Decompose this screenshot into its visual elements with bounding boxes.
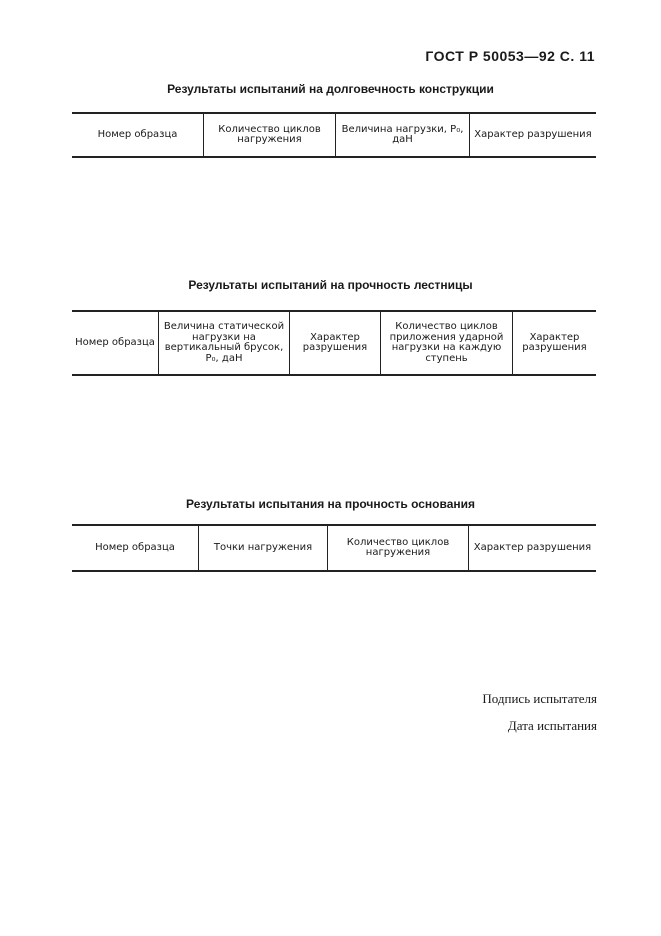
column-header	[72, 113, 204, 157]
table2-title: Результаты испытаний на прочность лестницы	[188, 278, 473, 292]
column-header	[290, 311, 381, 375]
column-header	[469, 525, 597, 571]
column-header-text: Характер разрушения	[473, 541, 592, 553]
column-header	[381, 311, 513, 375]
column-header-text: Величина нагрузки, P₀, даН	[341, 123, 464, 145]
column-header-text: Номер образца	[95, 541, 175, 553]
table-header-row	[72, 525, 596, 571]
table-header-row	[72, 113, 596, 157]
column-header	[199, 525, 328, 571]
table1-title: Результаты испытаний на долговечность конструкции	[167, 82, 494, 96]
durability-table	[72, 112, 596, 158]
column-header-text: Величина статической нагрузки на вертикальный брусок, P₀, даН	[163, 321, 285, 364]
test-date-label: Дата испытания	[507, 718, 597, 733]
column-header	[328, 525, 469, 571]
column-header-text: Номер образца	[97, 128, 178, 140]
table3-title: Результаты испытания на прочность основания	[185, 497, 476, 511]
column-header	[513, 311, 597, 375]
column-header	[470, 113, 597, 157]
column-header	[159, 311, 290, 375]
column-header	[72, 311, 159, 375]
column-header-text: Номер образца	[75, 336, 155, 348]
base-strength-table	[72, 524, 596, 572]
column-header	[204, 113, 336, 157]
column-header-text: Количество циклов нагружения	[346, 536, 450, 558]
column-header-text: Количество циклов нагружения	[218, 123, 321, 145]
table-header-row	[72, 311, 596, 375]
page-header: ГОСТ Р 50053—92 С. 11	[425, 48, 595, 64]
column-header-text: Характер разрушения	[302, 331, 368, 353]
tester-signature-label: Подпись испытателя	[482, 691, 597, 706]
column-header	[336, 113, 470, 157]
column-header	[72, 525, 199, 571]
column-header-text: Точки нагружения	[213, 541, 313, 553]
column-header-text: Количество циклов приложения ударной нагрузки на каждую ступень	[389, 321, 504, 364]
column-header-text: Характер разрушения	[474, 128, 592, 140]
column-header-text: Характер разрушения	[522, 331, 587, 353]
ladder-strength-table	[72, 310, 596, 376]
